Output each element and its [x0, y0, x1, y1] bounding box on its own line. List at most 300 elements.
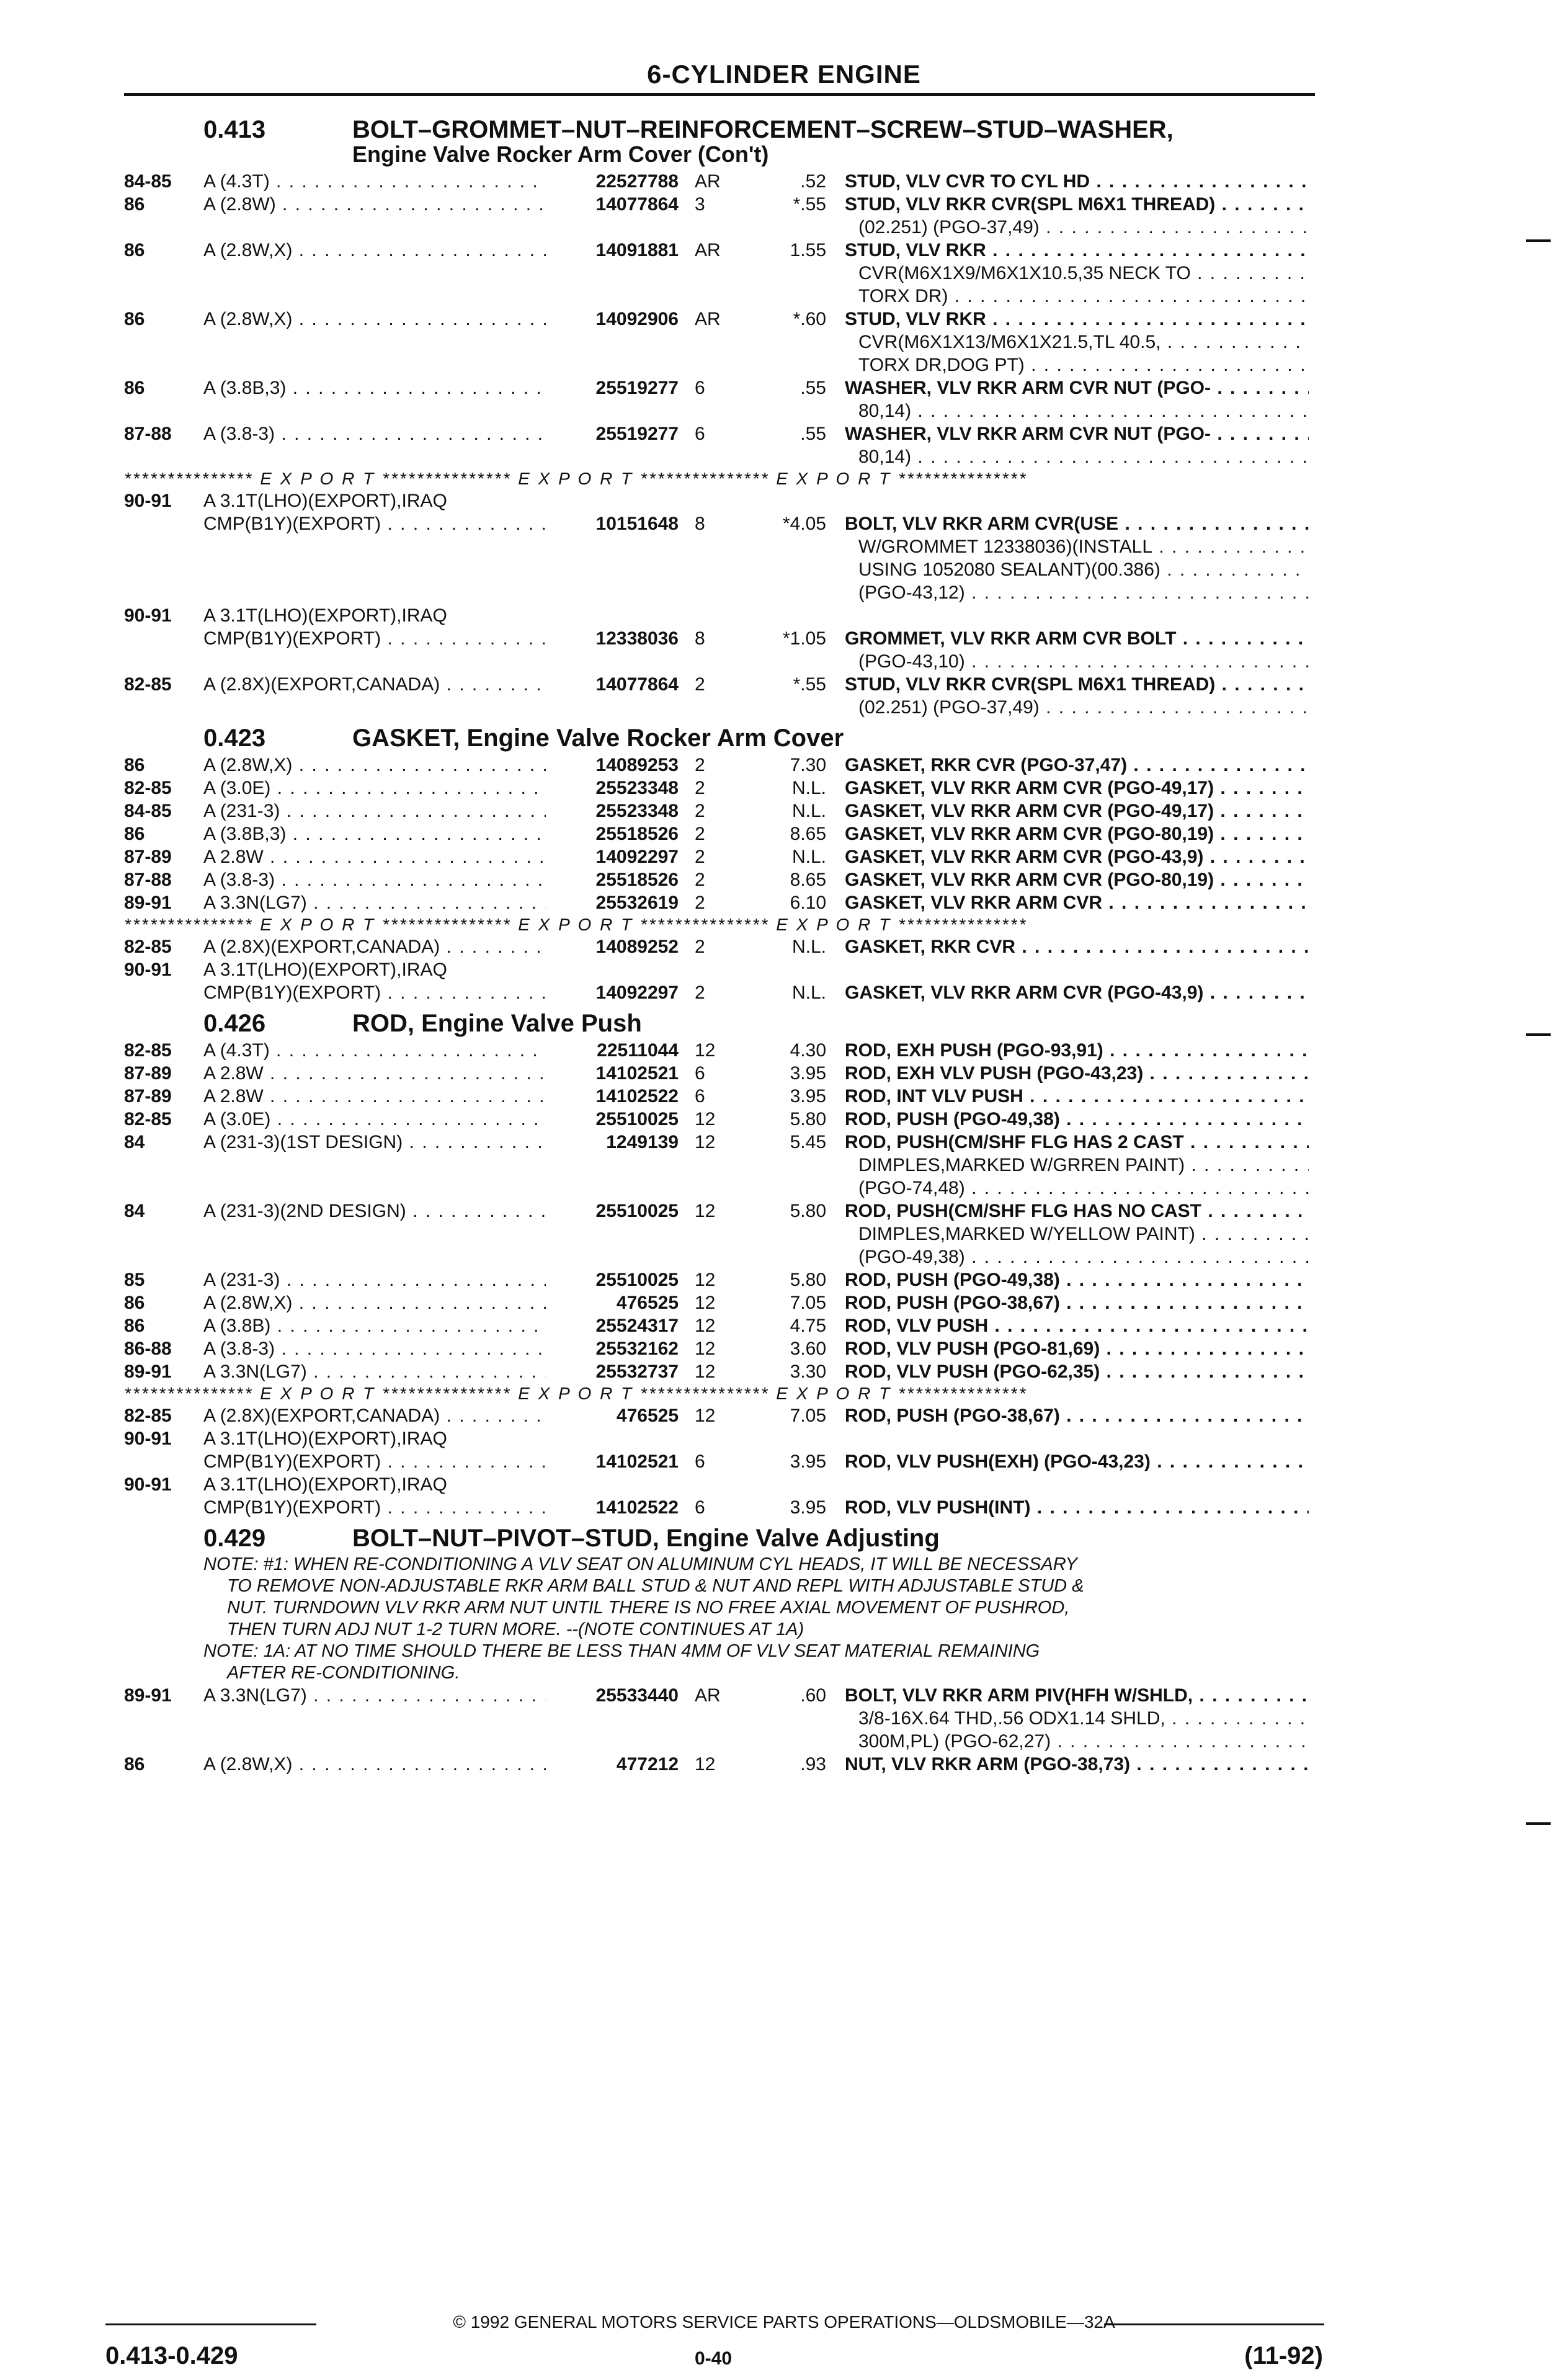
- description: STUD, VLV RKR . . .: [845, 308, 1309, 331]
- price: *4.05: [782, 514, 826, 534]
- catalog-row: [124, 512, 1315, 535]
- price: 4.30: [790, 1040, 826, 1061]
- price: 4.75: [790, 1316, 826, 1336]
- price: .93: [800, 1754, 826, 1775]
- description: [845, 1427, 1309, 1450]
- description: ROD, VLV PUSH (PGO-62,35) . . .: [845, 1360, 1309, 1383]
- description: GASKET, VLV RKR ARM CVR (PGO-43,9) . . .: [845, 845, 1309, 868]
- part-number: 25523348: [595, 801, 679, 821]
- description: (PGO-49,38) . . .: [845, 1245, 1309, 1268]
- model-years: 86: [124, 194, 145, 215]
- quantity: [690, 354, 763, 376]
- description: STUD, VLV RKR . . .: [845, 239, 1309, 262]
- description: GROMMET, VLV RKR ARM CVR BOLT . . .: [845, 627, 1309, 650]
- part-number: 25518526: [595, 870, 679, 890]
- catalog-row: [124, 1154, 1315, 1177]
- part-number: 25510025: [595, 1270, 679, 1290]
- quantity: 12: [695, 1270, 716, 1290]
- part-number: 14102521: [595, 1451, 679, 1472]
- quantity: AR: [695, 309, 721, 329]
- part-number: [546, 696, 690, 719]
- catalog-row: [124, 800, 1315, 822]
- group-spacer: [124, 1008, 203, 1039]
- application: A (231-3)(2ND DESIGN) . . .: [203, 1200, 546, 1223]
- model-years: [124, 1707, 203, 1730]
- model-years: [124, 535, 203, 558]
- description: GASKET, VLV RKR ARM CVR (PGO-80,19) . . .: [845, 868, 1309, 891]
- application: A (3.8-3) . . .: [203, 868, 546, 891]
- catalog-row: [124, 1404, 1315, 1427]
- model-years: [124, 558, 203, 581]
- part-number: 25510025: [595, 1201, 679, 1221]
- model-years: 87-89: [124, 847, 172, 867]
- price: [763, 696, 845, 719]
- catalog-row: [124, 935, 1315, 958]
- group-name: BOLT–NUT–PIVOT–STUD, Engine Valve Adjusting: [352, 1525, 940, 1552]
- description: BOLT, VLV RKR ARM PIV(HFH W/SHLD, . . .: [845, 1684, 1309, 1707]
- price: [763, 489, 845, 512]
- group-name: ROD, Engine Valve Push: [352, 1010, 642, 1037]
- part-number: [546, 650, 690, 673]
- application: A (2.8W,X) . . .: [203, 239, 546, 262]
- model-years: [124, 981, 203, 1004]
- part-number: 14077864: [595, 674, 679, 695]
- price: [763, 1427, 845, 1450]
- quantity: [690, 216, 763, 239]
- description: DIMPLES,MARKED W/YELLOW PAINT) . . .: [845, 1223, 1309, 1245]
- price: [763, 604, 845, 627]
- catalog-row: [124, 331, 1315, 354]
- note-line: TO REMOVE NON-ADJUSTABLE RKR ARM BALL STUD & NUT AND REPL WITH ADJUSTABLE STUD &: [227, 1576, 1084, 1596]
- price: .55: [800, 378, 826, 398]
- price: [763, 650, 845, 673]
- quantity: 12: [695, 1339, 716, 1359]
- price: [763, 581, 845, 604]
- price: [763, 1177, 845, 1200]
- quantity: 12: [695, 1316, 716, 1336]
- part-number: [546, 399, 690, 422]
- part-number: [546, 354, 690, 376]
- catalog-row: [124, 1337, 1315, 1360]
- description: WASHER, VLV RKR ARM CVR NUT (PGO- . . .: [845, 422, 1309, 445]
- quantity: [690, 1223, 763, 1245]
- application: [203, 216, 546, 239]
- price: 7.05: [790, 1293, 826, 1313]
- catalog-row: [124, 1177, 1315, 1200]
- description: ROD, EXH VLV PUSH (PGO-43,23) . . .: [845, 1062, 1309, 1085]
- part-number: 10151648: [595, 514, 679, 534]
- price: 5.45: [790, 1132, 826, 1152]
- catalog-row: [124, 239, 1315, 262]
- part-number: [546, 558, 690, 581]
- application: A (3.0E) . . .: [203, 1108, 546, 1131]
- catalog-row: [124, 1707, 1315, 1730]
- group-spacer: [124, 1523, 203, 1554]
- model-years: [124, 1730, 203, 1753]
- page-title: 6-CYLINDER ENGINE: [647, 60, 921, 89]
- model-years: 90-91: [124, 960, 172, 980]
- part-number: [546, 1177, 690, 1200]
- price: [763, 1473, 845, 1496]
- description: BOLT, VLV RKR ARM CVR(USE . . .: [845, 512, 1309, 535]
- quantity: 12: [695, 1109, 716, 1129]
- part-number: 14092297: [595, 982, 679, 1003]
- application: A (2.8X)(EXPORT,CANADA) . . .: [203, 673, 546, 696]
- description: ROD, PUSH (PGO-38,67) . . .: [845, 1404, 1309, 1427]
- catalog-row: [124, 754, 1315, 777]
- quantity: AR: [695, 1685, 721, 1706]
- parts-catalog-content: [124, 110, 1315, 1776]
- quantity: 2: [695, 937, 705, 957]
- quantity: 8: [695, 628, 705, 649]
- application: CMP(B1Y)(EXPORT) . . .: [203, 512, 546, 535]
- part-number: [546, 958, 690, 981]
- model-years: 86: [124, 1293, 145, 1313]
- price: N.L.: [791, 982, 826, 1003]
- application: A 2.8W . . .: [203, 845, 546, 868]
- part-number: [546, 535, 690, 558]
- model-years: [124, 1177, 203, 1200]
- part-number: [546, 1707, 690, 1730]
- price: 7.30: [790, 755, 826, 775]
- description: W/GROMMET 12338036)(INSTALL . . .: [845, 535, 1309, 558]
- application: A (3.8B,3) . . .: [203, 822, 546, 845]
- application: [203, 354, 546, 376]
- model-years: 89-91: [124, 1685, 172, 1706]
- model-years: 82-85: [124, 674, 172, 695]
- price: [763, 1707, 845, 1730]
- part-number: 25532737: [595, 1361, 679, 1382]
- application: A (3.8B,3) . . .: [203, 376, 546, 399]
- model-years: 86: [124, 755, 145, 775]
- part-number: [546, 216, 690, 239]
- catalog-row: [124, 1473, 1315, 1496]
- model-years: [124, 1450, 203, 1473]
- price: [763, 262, 845, 285]
- export-separator: *************** E X P O R T *************** E X P O R T *************** E X P O R T ***************: [124, 915, 1028, 934]
- part-number: 476525: [616, 1406, 679, 1426]
- application: [203, 581, 546, 604]
- part-number: 476525: [616, 1293, 679, 1313]
- part-number: 25519277: [595, 378, 679, 398]
- part-number: [546, 1154, 690, 1177]
- price: 7.05: [790, 1406, 826, 1426]
- quantity: 2: [695, 824, 705, 844]
- catalog-row: [124, 1450, 1315, 1473]
- price: .52: [800, 171, 826, 192]
- application: [203, 535, 546, 558]
- price: 8.65: [790, 824, 826, 844]
- price: 8.65: [790, 870, 826, 890]
- description: (PGO-43,10) . . .: [845, 650, 1309, 673]
- application: A 3.1T(LHO)(EXPORT),IRAQ: [203, 1474, 447, 1495]
- model-years: [124, 216, 203, 239]
- model-years: [124, 445, 203, 468]
- model-years: [124, 512, 203, 535]
- part-number: [546, 331, 690, 354]
- model-years: [124, 331, 203, 354]
- catalog-row: [124, 1085, 1315, 1108]
- description: (02.251) (PGO-37,49) . . .: [845, 216, 1309, 239]
- description: [845, 604, 1309, 627]
- part-number: 14089252: [595, 937, 679, 957]
- price: *1.05: [782, 628, 826, 649]
- part-number: 25518526: [595, 824, 679, 844]
- catalog-row: [124, 1268, 1315, 1291]
- application: [203, 1177, 546, 1200]
- application: A (2.8X)(EXPORT,CANADA) . . .: [203, 1404, 546, 1427]
- group-number: 0.423: [203, 724, 266, 752]
- catalog-row: [124, 1427, 1315, 1450]
- description: 300M,PL) (PGO-62,27) . . .: [845, 1730, 1309, 1753]
- catalog-row: [124, 650, 1315, 673]
- price: *.55: [793, 674, 826, 695]
- part-number: 25523348: [595, 778, 679, 798]
- price: 3.95: [790, 1497, 826, 1518]
- application: A 3.1T(LHO)(EXPORT),IRAQ: [203, 605, 447, 626]
- catalog-row: [124, 558, 1315, 581]
- model-years: 82-85: [124, 1406, 172, 1426]
- model-years: 86: [124, 309, 145, 329]
- description: NUT, VLV RKR ARM (PGO-38,73) . . .: [845, 1753, 1309, 1776]
- quantity: [690, 262, 763, 285]
- application: [203, 1154, 546, 1177]
- price: 6.10: [790, 893, 826, 913]
- catalog-row: [124, 777, 1315, 800]
- part-number: [546, 1223, 690, 1245]
- part-number: 14089253: [595, 755, 679, 775]
- catalog-row: [124, 445, 1315, 468]
- catalog-row: [124, 216, 1315, 239]
- model-years: 86: [124, 378, 145, 398]
- catalog-row: [124, 822, 1315, 845]
- part-number: [546, 1473, 690, 1496]
- model-years: 84-85: [124, 171, 172, 192]
- price: 5.80: [790, 1270, 826, 1290]
- model-years: 89-91: [124, 1361, 172, 1382]
- application: CMP(B1Y)(EXPORT) . . .: [203, 1450, 546, 1473]
- application: A 3.1T(LHO)(EXPORT),IRAQ: [203, 960, 447, 980]
- price: N.L.: [791, 937, 826, 957]
- price: [763, 1154, 845, 1177]
- model-years: 90-91: [124, 605, 172, 626]
- description: 80,14) . . .: [845, 445, 1309, 468]
- part-number: [546, 581, 690, 604]
- catalog-row: [124, 627, 1315, 650]
- note-line: THEN TURN ADJ NUT 1-2 TURN MORE. --(NOTE CONTINUES AT 1A): [227, 1619, 804, 1639]
- part-number: 25519277: [595, 424, 679, 444]
- part-number: [546, 1427, 690, 1450]
- application: A (2.8X)(EXPORT,CANADA) . . .: [203, 935, 546, 958]
- description: ROD, PUSH(CM/SHF FLG HAS NO CAST . . .: [845, 1200, 1309, 1223]
- group-spacer: [203, 139, 352, 170]
- quantity: [690, 399, 763, 422]
- footer-date: (11-92): [1244, 2342, 1323, 2369]
- group-subtitle: Engine Valve Rocker Arm Cover (Con't): [352, 141, 769, 167]
- quantity: [690, 958, 763, 981]
- part-number: 25532162: [595, 1339, 679, 1359]
- application: A (231-3) . . .: [203, 800, 546, 822]
- model-years: 84: [124, 1201, 145, 1221]
- quantity: AR: [695, 240, 721, 261]
- application: [203, 262, 546, 285]
- description: GASKET, VLV RKR ARM CVR (PGO-43,9) . . .: [845, 981, 1309, 1004]
- catalog-row: [124, 1200, 1315, 1223]
- application: [203, 331, 546, 354]
- quantity: [690, 1427, 763, 1450]
- catalog-row: [124, 376, 1315, 399]
- description: (PGO-74,48) . . .: [845, 1177, 1309, 1200]
- quantity: 2: [695, 870, 705, 890]
- description: 3/8-16X.64 THD,.56 ODX1.14 SHLD, . . .: [845, 1707, 1309, 1730]
- part-number: [546, 285, 690, 308]
- catalog-row: [124, 1314, 1315, 1337]
- catalog-row: [124, 958, 1315, 981]
- quantity: 2: [695, 893, 705, 913]
- catalog-row: [124, 673, 1315, 696]
- catalog-row: [124, 399, 1315, 422]
- price: [763, 1245, 845, 1268]
- description: ROD, VLV PUSH(EXH) (PGO-43,23) . . .: [845, 1450, 1309, 1473]
- catalog-row: [124, 1360, 1315, 1383]
- part-number: 14102522: [595, 1497, 679, 1518]
- application: CMP(B1Y)(EXPORT) . . .: [203, 981, 546, 1004]
- model-years: 90-91: [124, 1428, 172, 1449]
- part-number: 477212: [616, 1754, 679, 1775]
- quantity: [690, 1473, 763, 1496]
- catalog-row: [124, 285, 1315, 308]
- quantity: 6: [695, 1451, 705, 1472]
- application: [203, 558, 546, 581]
- catalog-row: [124, 1496, 1315, 1519]
- model-years: 86: [124, 1754, 145, 1775]
- part-number: 22527788: [595, 171, 679, 192]
- group-header: [124, 1008, 1315, 1039]
- part-number: [546, 1730, 690, 1753]
- description: (PGO-43,12) . . .: [845, 581, 1309, 604]
- quantity: [690, 650, 763, 673]
- catalog-row: [124, 1753, 1315, 1776]
- description: ROD, PUSH (PGO-49,38) . . .: [845, 1268, 1309, 1291]
- price: 3.95: [790, 1451, 826, 1472]
- catalog-row: [124, 1039, 1315, 1062]
- application: A 2.8W . . .: [203, 1085, 546, 1108]
- application: [203, 1707, 546, 1730]
- catalog-row: [124, 308, 1315, 331]
- catalog-row: [124, 1730, 1315, 1753]
- note-line: AFTER RE-CONDITIONING.: [227, 1663, 460, 1683]
- model-years: [124, 1496, 203, 1519]
- application: [203, 696, 546, 719]
- price: 3.95: [790, 1086, 826, 1107]
- quantity: 12: [695, 1361, 716, 1382]
- note-line: NUT. TURNDOWN VLV RKR ARM NUT UNTIL THERE IS NO FREE AXIAL MOVEMENT OF PUSHROD,: [227, 1598, 1070, 1618]
- quantity: [690, 581, 763, 604]
- model-years: [124, 285, 203, 308]
- note-line: NOTE: 1A: AT NO TIME SHOULD THERE BE LESS THAN 4MM OF VLV SEAT MATERIAL REMAINING: [203, 1641, 1040, 1661]
- model-years: 86-88: [124, 1339, 172, 1359]
- application: A 2.8W . . .: [203, 1062, 546, 1085]
- quantity: [690, 535, 763, 558]
- price: .55: [800, 424, 826, 444]
- description: GASKET, VLV RKR ARM CVR (PGO-49,17) . . .: [845, 777, 1309, 800]
- catalog-row: [124, 1291, 1315, 1314]
- quantity: [690, 1154, 763, 1177]
- quantity: [690, 285, 763, 308]
- group-number: 0.429: [203, 1525, 266, 1552]
- model-years: [124, 1154, 203, 1177]
- model-years: 82-85: [124, 1040, 172, 1061]
- description: (02.251) (PGO-37,49) . . .: [845, 696, 1309, 719]
- part-number: 12338036: [595, 628, 679, 649]
- description: 80,14) . . .: [845, 399, 1309, 422]
- description: WASHER, VLV RKR ARM CVR NUT (PGO- . . .: [845, 376, 1309, 399]
- part-number: [546, 445, 690, 468]
- application: A (2.8W,X) . . .: [203, 754, 546, 777]
- description: [845, 958, 1309, 981]
- description: ROD, VLV PUSH(INT) . . .: [845, 1496, 1309, 1519]
- description: STUD, VLV CVR TO CYL HD . . .: [845, 170, 1309, 193]
- model-years: [124, 650, 203, 673]
- quantity: 6: [695, 424, 705, 444]
- part-number: 1249139: [606, 1132, 679, 1152]
- catalog-row: [124, 581, 1315, 604]
- application: A (3.8B) . . .: [203, 1314, 546, 1337]
- catalog-row: [124, 1223, 1315, 1245]
- group-spacer: [124, 139, 203, 170]
- price: 3.95: [790, 1063, 826, 1084]
- model-years: 90-91: [124, 1474, 172, 1495]
- model-years: 82-85: [124, 937, 172, 957]
- price: *.60: [793, 309, 826, 329]
- description: CVR(M6X1X13/M6X1X21.5,TL 40.5, . . .: [845, 331, 1309, 354]
- catalog-row: [124, 535, 1315, 558]
- model-years: [124, 1223, 203, 1245]
- export-separator: *************** E X P O R T *************** E X P O R T *************** E X P O R T ***************: [124, 1384, 1028, 1403]
- application: A 3.3N(LG7) . . .: [203, 891, 546, 914]
- quantity: [690, 558, 763, 581]
- application: A (2.8W,X) . . .: [203, 1753, 546, 1776]
- model-years: 82-85: [124, 1109, 172, 1129]
- description: USING 1052080 SEALANT)(00.386) . . .: [845, 558, 1309, 581]
- catalog-row: [124, 1245, 1315, 1268]
- catalog-row: [124, 981, 1315, 1004]
- description: CVR(M6X1X9/M6X1X10.5,35 NECK TO . . .: [845, 262, 1309, 285]
- application: A (2.8W) . . .: [203, 193, 546, 216]
- quantity: 12: [695, 1754, 716, 1775]
- group-header: [124, 1523, 1315, 1554]
- margin-tick: [1526, 1822, 1551, 1825]
- description: GASKET, VLV RKR ARM CVR (PGO-49,17) . . .: [845, 800, 1309, 822]
- part-number: 25510025: [595, 1109, 679, 1129]
- model-years: 89-91: [124, 893, 172, 913]
- description: GASKET, RKR CVR . . .: [845, 935, 1309, 958]
- application: A (3.8-3) . . .: [203, 422, 546, 445]
- description: [845, 1473, 1309, 1496]
- part-number: 22511044: [597, 1040, 679, 1061]
- quantity: 12: [695, 1040, 716, 1061]
- quantity: 6: [695, 1086, 705, 1107]
- quantity: 2: [695, 847, 705, 867]
- quantity: [690, 445, 763, 468]
- catalog-row: [124, 193, 1315, 216]
- description: GASKET, RKR CVR (PGO-37,47) . . .: [845, 754, 1309, 777]
- part-number: 14092297: [595, 847, 679, 867]
- description: ROD, PUSH (PGO-38,67) . . .: [845, 1291, 1309, 1314]
- quantity: [690, 1177, 763, 1200]
- group-number: 0.413: [203, 116, 266, 143]
- quantity: 2: [695, 778, 705, 798]
